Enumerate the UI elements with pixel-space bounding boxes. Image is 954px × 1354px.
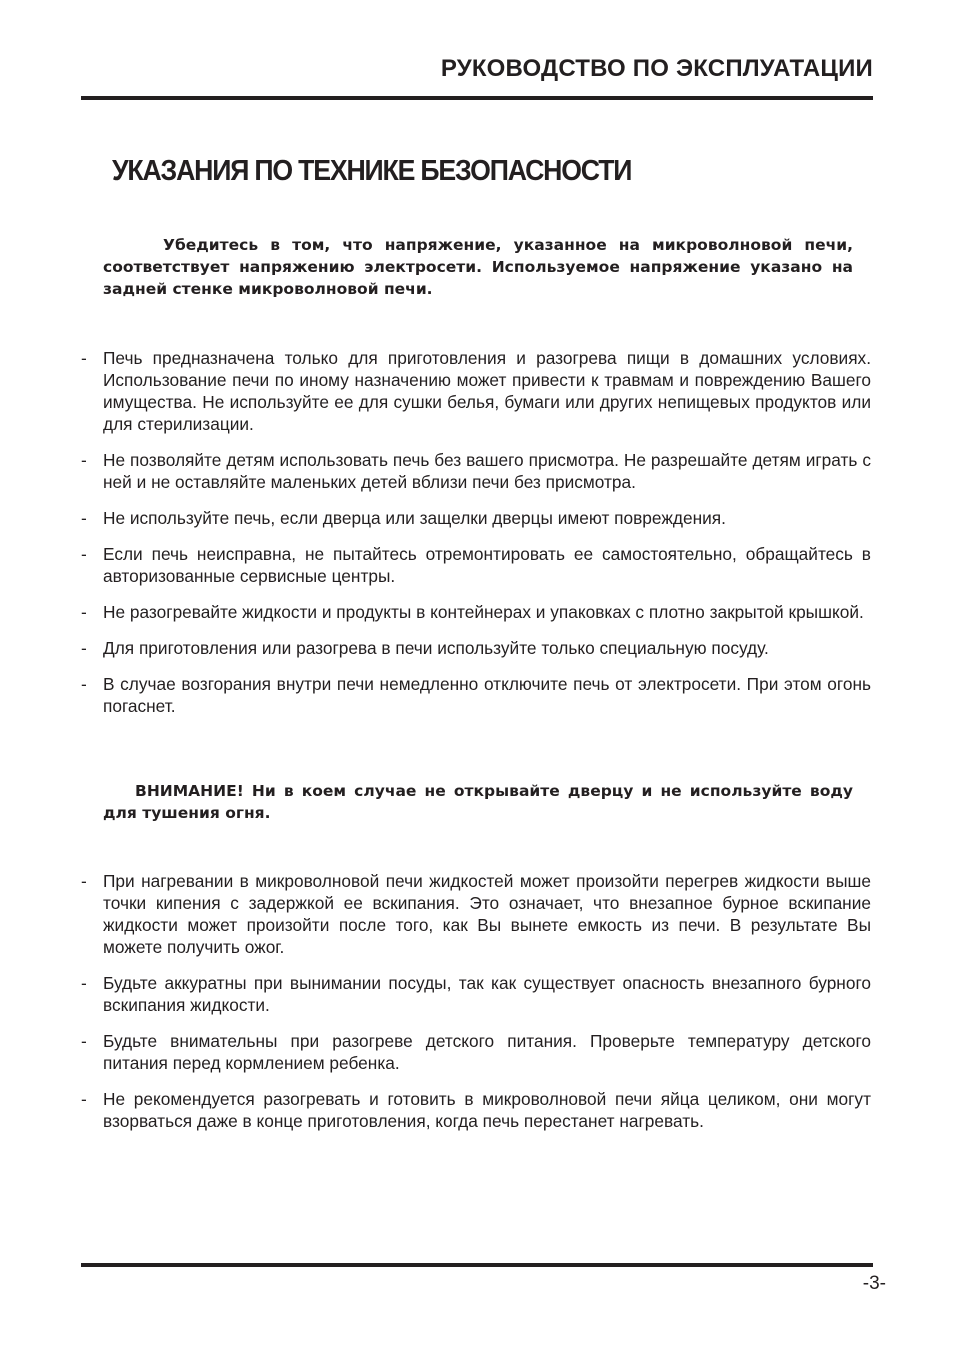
list-item [81, 601, 871, 623]
list-item-text: Не позволяйте детям использовать печь без вашего присмотра. Не разрешайте детям играть с ней и не оставляйте маленьких детей вблизи печи без присмотра. [103, 450, 871, 492]
list-item-text: Не используйте печь, если дверца или защелки дверцы имеют повреждения. [103, 508, 726, 528]
manual-header-title: РУКОВОДСТВО ПО ЭКСПЛУАТАЦИИ [440, 55, 873, 82]
safety-list-liquids [81, 870, 871, 1146]
list-dash: - [81, 1089, 87, 1109]
page-number: -3- [862, 1273, 886, 1294]
list-item [81, 637, 871, 659]
list-item-text: Не разогревайте жидкости и продукты в контейнерах и упаковках с плотно закрытой крышкой. [103, 602, 864, 622]
list-dash: - [81, 871, 87, 891]
list-item [81, 1088, 871, 1132]
list-item [81, 449, 871, 493]
list-dash: - [81, 544, 87, 564]
list-item-text: Не рекомендуется разогревать и готовить в микроволновой печи яйца целиком, они могут взорваться даже в конце приготовления, когда печь перестанет нагревать. [103, 1089, 871, 1131]
list-dash: - [81, 674, 87, 694]
list-item [81, 972, 871, 1016]
attention-notice: ВНИМАНИЕ! Ни в коем случае не открывайте дверцу и не используйте воду для тушения огня. [103, 782, 853, 822]
list-item [81, 870, 871, 958]
list-item-text: Будьте аккуратны при вынимании посуды, так как существует опасность внезапного бурного вскипания жидкости. [103, 973, 871, 1015]
list-item-text: При нагревании в микроволновой печи жидкостей может произойти перегрев жидкости выше точки кипения с задержкой ее вскипания. Это означает, что внезапное бурное вскипание жидкости может произойти после того, как Вы вынете емкость из печи. В результате Вы можете получить ожог. [103, 871, 871, 957]
list-item-text: Для приготовления или разогрева в печи используйте только специальную посуду. [103, 638, 769, 658]
footer-divider [81, 1263, 873, 1267]
list-item [81, 543, 871, 587]
list-item [81, 507, 871, 529]
safety-list-general [81, 347, 871, 731]
list-item [81, 347, 871, 435]
list-dash: - [81, 348, 87, 368]
list-item-text: Печь предназначена только для приготовления и разогрева пищи в домашних условиях. Использование печи по иному назначению может привести к травмам и повреждению Вашего имущества. Не используйте ее для сушки белья, бумаги или других непищевых продуктов или для стерилизации. [103, 348, 871, 434]
list-item [81, 673, 871, 717]
list-dash: - [81, 638, 87, 658]
list-item-text: Будьте внимательны при разогреве детского питания. Проверьте температуру детского питания перед кормлением ребенка. [103, 1031, 871, 1073]
list-item-text: В случае возгорания внутри печи немедленно отключите печь от электросети. При этом огонь погаснет. [103, 674, 871, 716]
voltage-notice: Убедитесь в том, что напряжение, указанное на микроволновой печи, соответствует напряжению электросети. Используемое напряжение указано на задней стенке микроволновой печи. [103, 236, 853, 298]
list-dash: - [81, 508, 87, 528]
list-item-text: Если печь неисправна, не пытайтесь отремонтировать ее самостоятельно, обращайтесь в авторизованные сервисные центры. [103, 544, 871, 586]
list-dash: - [81, 973, 87, 993]
header-divider [81, 96, 873, 100]
section-title: УКАЗАНИЯ ПО ТЕХНИКЕ БЕЗОПАСНОСТИ [112, 155, 632, 187]
list-dash: - [81, 450, 87, 470]
list-dash: - [81, 1031, 87, 1051]
list-dash: - [81, 602, 87, 622]
list-item [81, 1030, 871, 1074]
